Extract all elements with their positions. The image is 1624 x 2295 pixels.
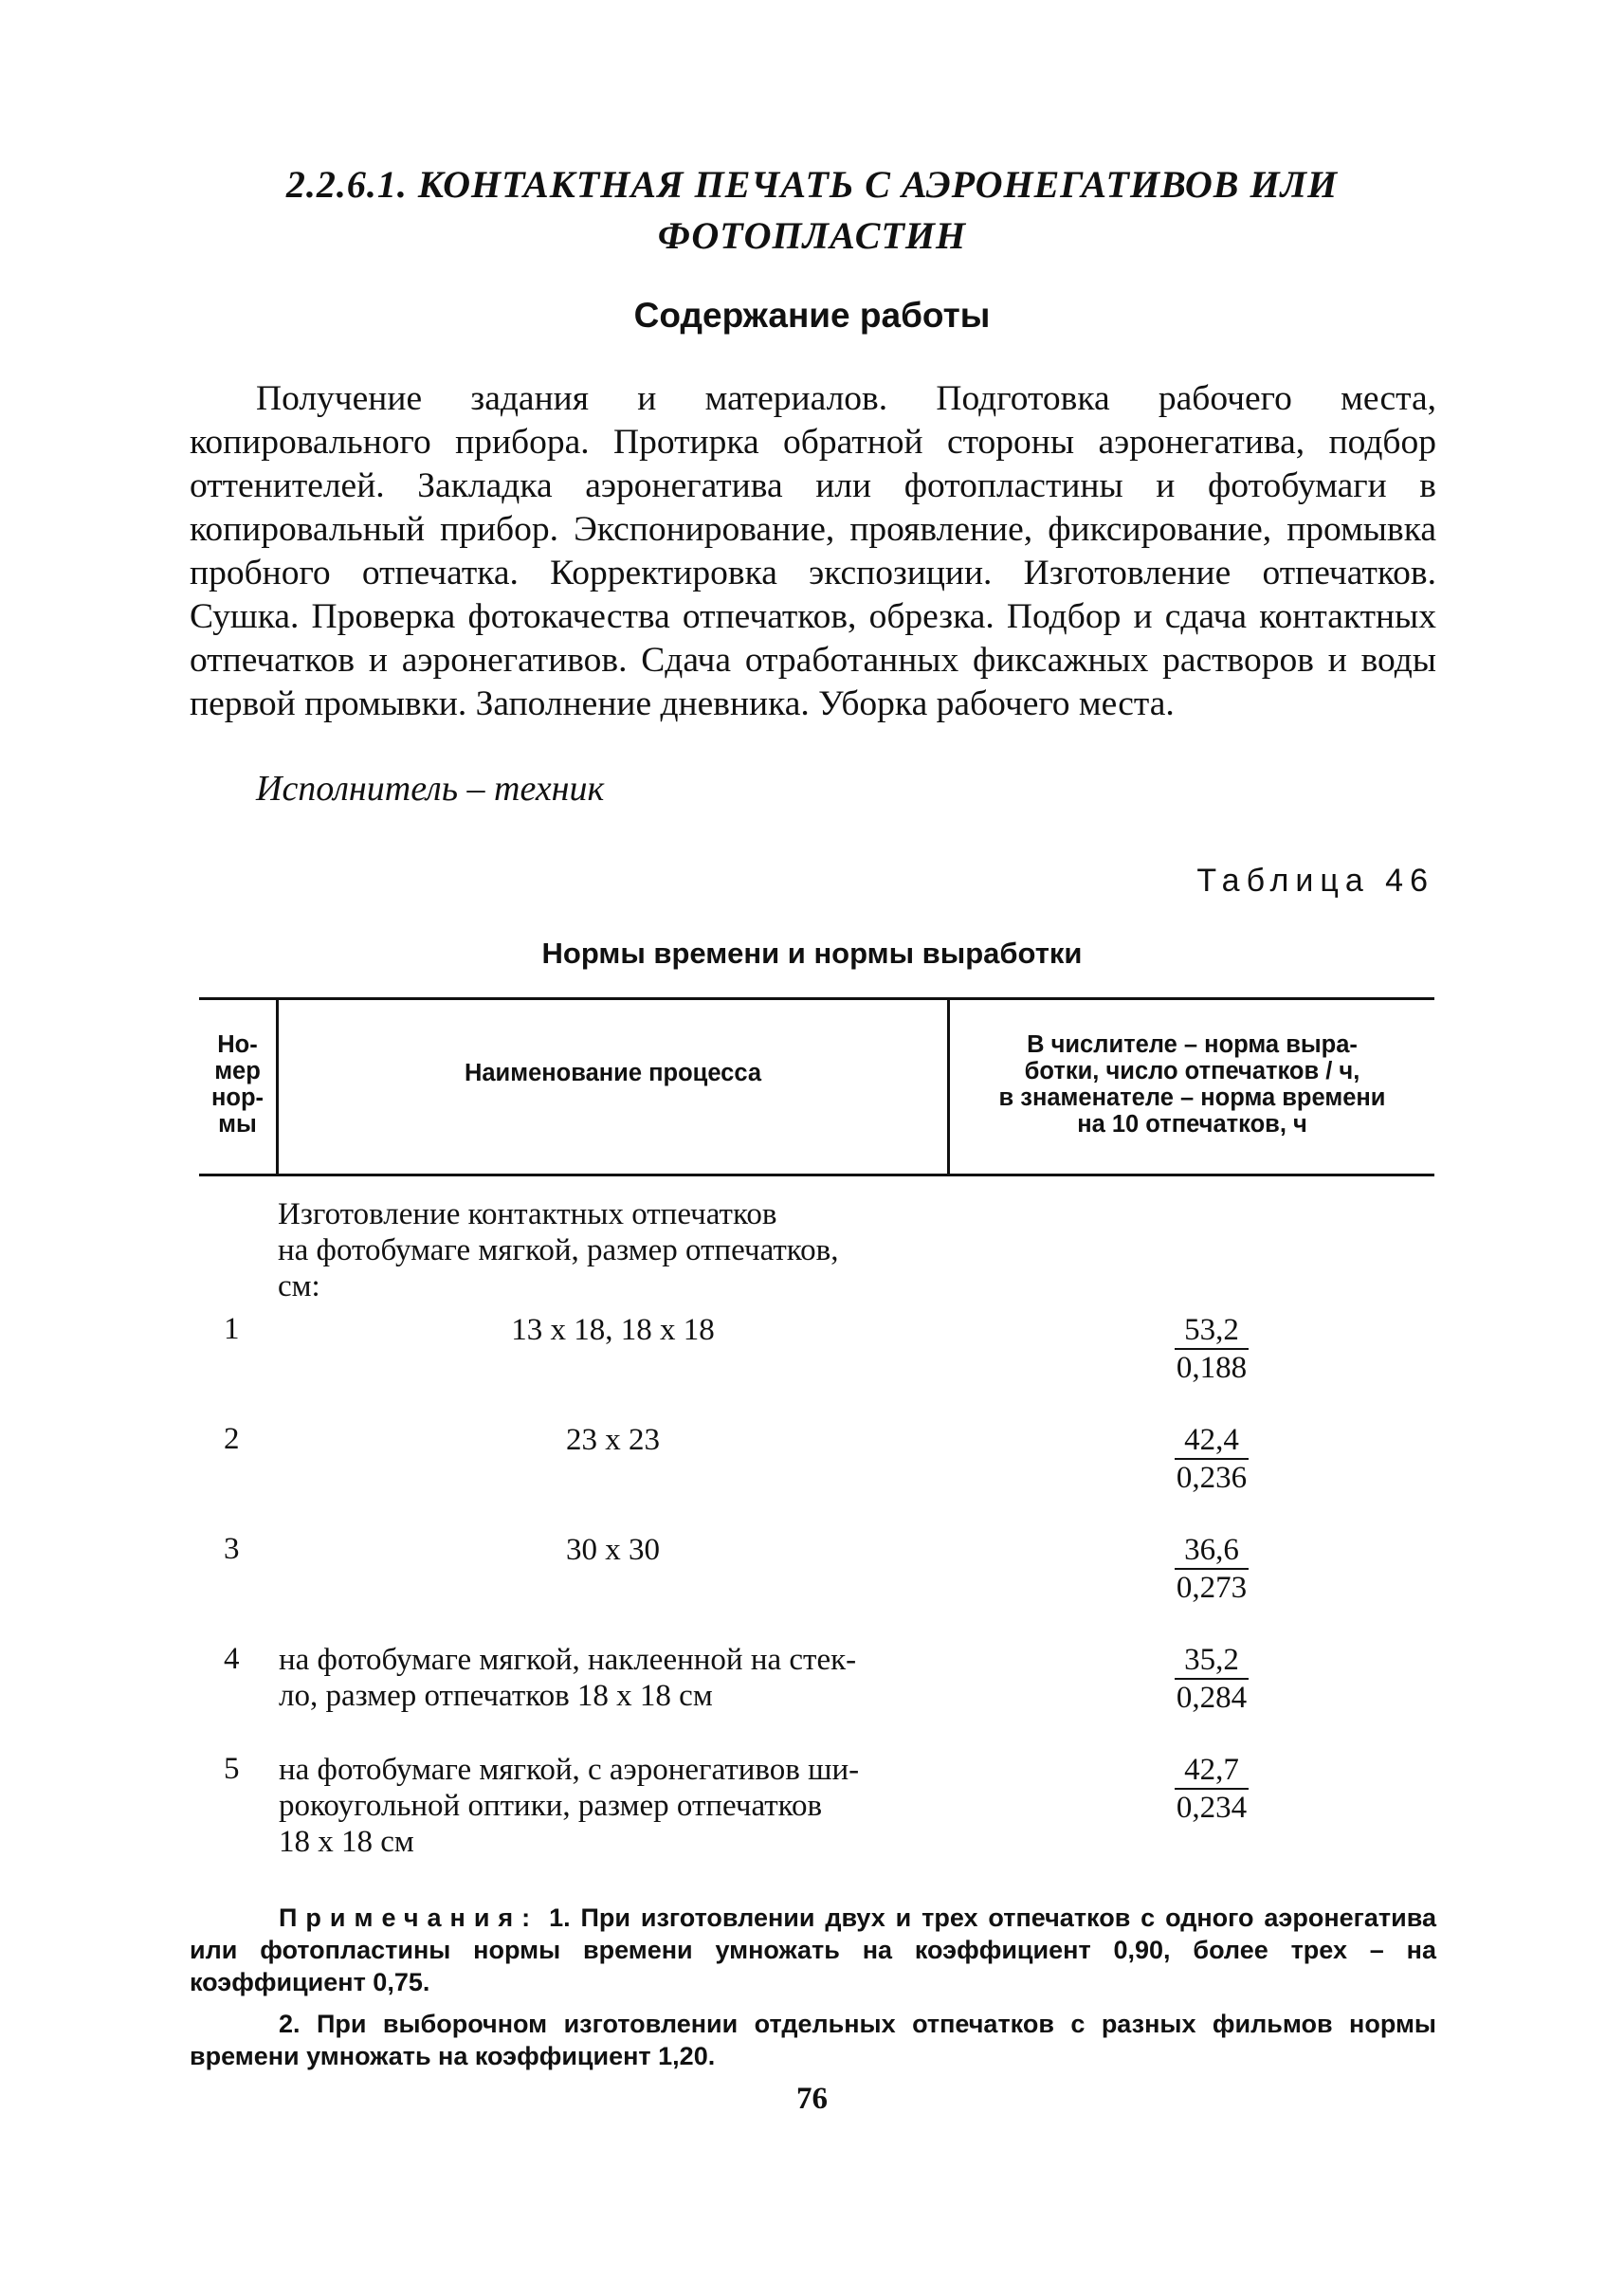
row-process: на фотобумаге мягкой, наклеенной на стек- ло, размер отпечатков 18 x 18 см: [279, 1643, 857, 1713]
section-title-line2: ФОТОПЛАСТИН: [657, 214, 967, 257]
row-process: на фотобумаге мягкой, с аэронегативов ши- рокоугольной оптики, размер отпечатков 18 x 18 см: [279, 1753, 860, 1859]
header-process-name: Наименование процесса: [464, 1060, 762, 1086]
work-content-paragraph: Получение задания и материалов. Подготовка рабочего места, копировального прибора. Протирка обратной стороны аэронегатива, подбор оттенителей. Закладка аэронегатива или фотопластины и фотобумаги в копировальный прибор. Экспонирование, проявление, фиксирование, промывка пробного отпечатка. Корректировка экспозиции. Изготовление отпечатков. Сушка. Проверка фотокачества отпечатков, обрезка. Подбор и сдача контактных отпечатков и аэронегативов. Сдача отработанных фиксажных растворов и воды первой промывки. Заполнение дневника. Уборка рабочего места.: [190, 379, 1436, 723]
row-norm-fraction: [1136, 1642, 1287, 1716]
time-norm: 0,273: [1176, 1571, 1248, 1605]
table-header-bottom-rule: [199, 1174, 1434, 1176]
section-title: [190, 159, 1434, 262]
performer-line: Исполнитель – техник: [256, 769, 605, 809]
note-1-text: 1. При изготовлении двух и трех отпечатков с одного аэронегатива или фотопластины нормы времени умножать на коэффициент 0,90, более трех – на коэффициент 0,75.: [190, 1903, 1436, 1996]
row-number: 4: [224, 1642, 240, 1676]
page-number: 76: [796, 2082, 828, 2116]
group-heading: Изготовление контактных отпечатков на фотобумаге мягкой, размер отпечатков, см:: [278, 1197, 839, 1303]
section-title-line1: 2.2.6.1. КОНТАКТНАЯ ПЕЧАТЬ С АЭРОНЕГАТИВОВ ИЛИ: [285, 163, 1339, 206]
time-norm: 0,236: [1176, 1461, 1248, 1495]
table-label: Таблица 46: [1196, 863, 1434, 899]
row-norm-fraction: [1136, 1752, 1287, 1826]
output-norm: 36,6: [1175, 1532, 1249, 1570]
note-1: [190, 1902, 1436, 1998]
table-col-divider-1: [276, 999, 279, 1174]
note-2: 2. При выборочном изготовлении отдельных отпечатков с разных фильмов нормы времени умножать на коэффициент 1,20.: [190, 2010, 1436, 2070]
time-norm: 0,188: [1176, 1351, 1248, 1385]
table-title: Нормы времени и нормы выработки: [541, 937, 1083, 970]
notes-label: Примечания:: [279, 1903, 539, 1932]
row-process: 13 x 18, 18 x 18: [511, 1313, 715, 1347]
output-norm: 42,4: [1175, 1422, 1249, 1460]
time-norm: 0,284: [1176, 1681, 1248, 1715]
header-norm-number: Но- мер нор- мы: [210, 1031, 265, 1138]
row-norm-fraction: [1136, 1422, 1287, 1496]
row-norm-fraction: [1136, 1312, 1287, 1386]
row-norm-fraction: [1136, 1532, 1287, 1606]
row-process: 30 x 30: [566, 1533, 660, 1567]
header-norm-description: В числителе – норма выра- ботки, число отпечатков / ч, в знаменателе – норма времени на 10 отпечатков, ч: [998, 1031, 1386, 1138]
output-norm: 53,2: [1175, 1312, 1249, 1350]
time-norm: 0,234: [1176, 1791, 1248, 1825]
section-subtitle: Содержание работы: [633, 296, 991, 335]
row-number: 1: [224, 1312, 240, 1346]
row-number: 5: [224, 1752, 240, 1786]
table-top-rule: [199, 997, 1434, 1000]
output-norm: 42,7: [1175, 1752, 1249, 1790]
row-process: 23 x 23: [566, 1423, 660, 1457]
row-number: 3: [224, 1532, 240, 1566]
row-number: 2: [224, 1422, 240, 1456]
output-norm: 35,2: [1175, 1642, 1249, 1680]
